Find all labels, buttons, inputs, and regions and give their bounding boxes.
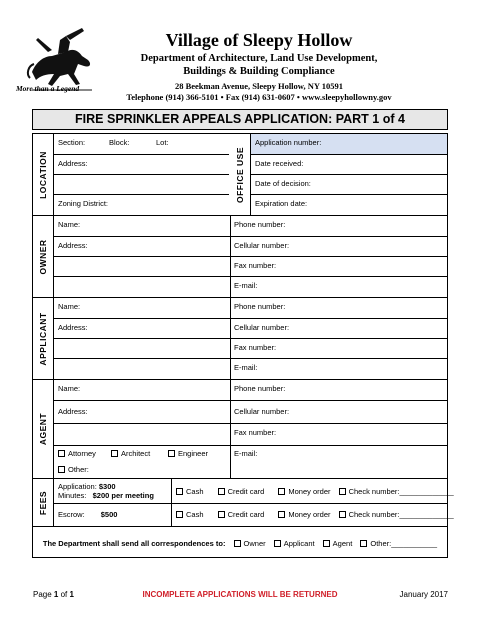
- checkbox-icon[interactable]: [58, 450, 65, 457]
- owner-email-field[interactable]: E-mail:: [234, 281, 258, 290]
- escrow-cash-option[interactable]: Cash: [176, 510, 204, 519]
- checkbox-icon[interactable]: [278, 511, 285, 518]
- applicant-phone-field[interactable]: Phone number:: [230, 298, 447, 319]
- location-address-line-2[interactable]: [54, 175, 229, 195]
- agent-type-architect[interactable]: Architect: [111, 446, 150, 462]
- dept-line-2: Buildings & Building Compliance: [183, 66, 335, 77]
- checkbox-icon[interactable]: [218, 488, 225, 495]
- application-number-field[interactable]: Application number:: [251, 134, 447, 155]
- checkbox-icon[interactable]: [176, 511, 183, 518]
- owner-phone-field[interactable]: Phone number:: [230, 216, 447, 237]
- owner-address-line-3[interactable]: [54, 277, 230, 297]
- expiration-date-field[interactable]: Expiration date:: [255, 199, 308, 208]
- agent-type-other[interactable]: Other:: [54, 462, 230, 478]
- letterhead: [100, 30, 418, 103]
- location-section: [33, 134, 447, 216]
- checkbox-icon[interactable]: [278, 488, 285, 495]
- applicant-email-field[interactable]: E-mail:: [234, 363, 258, 372]
- location-address-field[interactable]: Address:: [54, 155, 229, 175]
- owner-section: [33, 216, 447, 298]
- pay-money-order-option[interactable]: Money order: [278, 487, 330, 496]
- agent-type-row: [54, 446, 230, 462]
- applicant-label: APPLICANT: [33, 298, 54, 379]
- checkbox-icon[interactable]: [176, 488, 183, 495]
- location-label: LOCATION: [33, 134, 54, 215]
- escrow-money-order-option[interactable]: Money order: [278, 510, 330, 519]
- agent-address-field[interactable]: Address:: [54, 401, 230, 424]
- escrow-credit-option[interactable]: Credit card: [218, 510, 265, 519]
- application-fee: $300: [98, 482, 116, 491]
- fees-label: FEES: [33, 479, 54, 526]
- agent-address-line-2[interactable]: [54, 424, 230, 446]
- agent-name-field[interactable]: Name:: [54, 380, 230, 401]
- fee-pay-options-2: [176, 504, 454, 526]
- page-title: Village of Sleepy Hollow: [165, 30, 353, 50]
- correspond-owner-option[interactable]: Owner: [234, 539, 266, 548]
- correspond-applicant-option[interactable]: Applicant: [274, 539, 315, 548]
- applicant-section: [33, 298, 447, 380]
- applicant-address-line-3[interactable]: [54, 359, 230, 379]
- correspond-agent-option[interactable]: Agent: [323, 539, 353, 548]
- agent-cell-field[interactable]: Cellular number:: [230, 401, 447, 424]
- agent-type-engineer[interactable]: Engineer: [168, 446, 208, 462]
- owner-fax-field[interactable]: Fax number:: [230, 257, 447, 277]
- checkbox-icon[interactable]: [360, 540, 367, 547]
- applicant-name-field[interactable]: Name:: [54, 298, 230, 319]
- horseman-logo: [22, 22, 102, 92]
- section-block-lot-field[interactable]: Section: Block: Lot:: [54, 134, 229, 155]
- page-number: Page 1 of 1: [33, 590, 74, 599]
- correspondence-label: The Department shall send all correspondences to:: [42, 539, 226, 548]
- escrow-check-option[interactable]: Check number:_____________: [339, 510, 454, 519]
- minutes-fee: $200 per meeting: [92, 491, 154, 500]
- owner-cell-field[interactable]: Cellular number:: [230, 237, 447, 257]
- owner-label: OWNER: [33, 216, 54, 297]
- owner-address-field[interactable]: Address:: [54, 237, 230, 257]
- correspond-other-option[interactable]: Other:___________: [360, 539, 437, 548]
- zoning-district-field[interactable]: Zoning District:: [58, 199, 109, 208]
- form-title: FIRE SPRINKLER APPEALS APPLICATION: PART 1 of 4: [32, 109, 448, 130]
- checkbox-icon[interactable]: [168, 450, 175, 457]
- fee-pay-options-1: [176, 479, 454, 504]
- escrow-fee: $500: [100, 510, 118, 519]
- applicant-address-field[interactable]: Address:: [54, 319, 230, 339]
- agent-email-field[interactable]: E-mail:: [234, 449, 258, 458]
- agent-label: AGENT: [33, 380, 54, 478]
- agent-fax-field[interactable]: Fax number:: [230, 424, 447, 446]
- agent-phone-field[interactable]: Phone number:: [230, 380, 447, 401]
- checkbox-icon[interactable]: [339, 488, 346, 495]
- checkbox-icon[interactable]: [58, 466, 65, 473]
- contact-line: Telephone (914) 366-5101 • Fax (914) 631-0607 • www.sleepyhollowny.gov: [126, 92, 392, 102]
- office-use-label: OFFICE USE: [229, 134, 251, 215]
- applicant-fax-field[interactable]: Fax number:: [230, 339, 447, 359]
- logo-tagline: More than a Legend: [16, 84, 80, 93]
- dept-line-1: Department of Architecture, Land Use Development,: [140, 53, 378, 64]
- checkbox-icon[interactable]: [323, 540, 330, 547]
- fee-escrow-row: Escrow: $500 Cash Credit card Money order Check number:_____________: [54, 504, 447, 527]
- fees-section: [33, 479, 454, 527]
- applicant-cell-field[interactable]: Cellular number:: [230, 319, 447, 339]
- owner-address-line-2[interactable]: [54, 257, 230, 277]
- agent-type-attorney[interactable]: Attorney: [58, 449, 96, 458]
- incomplete-warning: INCOMPLETE APPLICATIONS WILL BE RETURNED: [142, 590, 338, 599]
- checkbox-icon[interactable]: [234, 540, 241, 547]
- revision-date: January 2017: [399, 590, 448, 599]
- fee-application-row: Application: $300 Minutes: $200 per meeting Cash Credit card Money order Check number:_____________: [54, 479, 447, 504]
- checkbox-icon[interactable]: [274, 540, 281, 547]
- date-of-decision-field[interactable]: Date of decision:: [251, 175, 447, 195]
- applicant-address-line-2[interactable]: [54, 339, 230, 359]
- pay-check-option[interactable]: Check number:_____________: [339, 487, 454, 496]
- correspondence-row: [33, 532, 447, 556]
- owner-name-field[interactable]: Name:: [54, 216, 230, 237]
- pay-credit-option[interactable]: Credit card: [218, 487, 265, 496]
- checkbox-icon[interactable]: [218, 511, 225, 518]
- checkbox-icon[interactable]: [339, 511, 346, 518]
- agent-section: [33, 380, 447, 479]
- address-line: 28 Beekman Avenue, Sleepy Hollow, NY 10591: [174, 81, 344, 91]
- pay-cash-option[interactable]: Cash: [176, 487, 204, 496]
- application-form: [32, 133, 454, 558]
- checkbox-icon[interactable]: [111, 450, 118, 457]
- date-received-field[interactable]: Date received:: [251, 155, 447, 175]
